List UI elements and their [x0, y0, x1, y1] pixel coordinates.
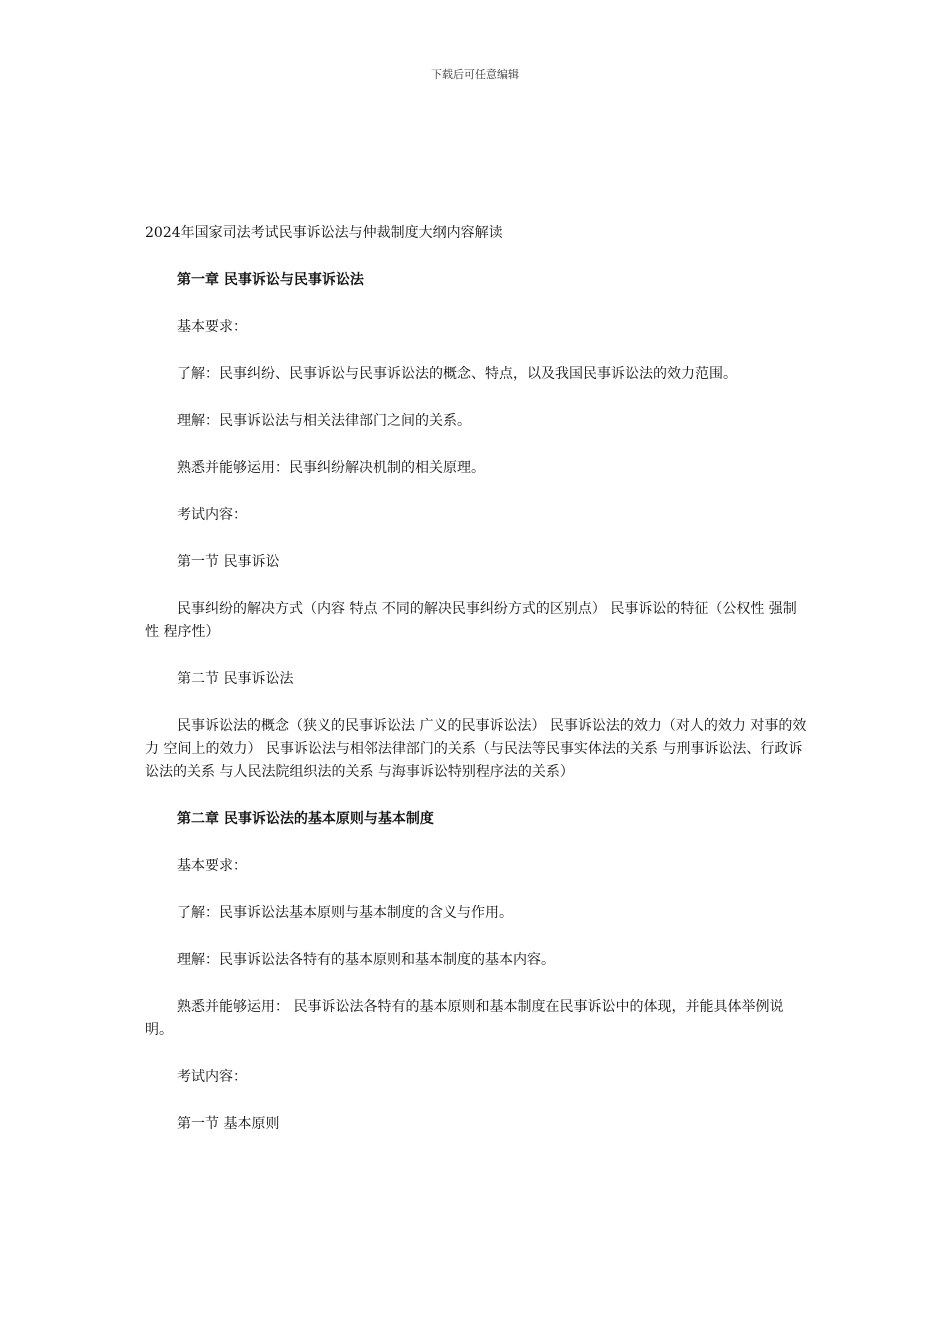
chapter-1-section-2-title: 第二节 民事诉讼法	[177, 671, 294, 687]
chapter-2-heading: 第二章 民事诉讼法的基本原则与基本制度	[177, 811, 434, 827]
chapter-2-section-1-title: 第一节 基本原则	[177, 1116, 280, 1132]
chapter-1-apply: 熟悉并能够运用：民事纠纷解决机制的相关原理。	[177, 460, 485, 476]
chapter-1-understand: 了解：民事纠纷、民事诉讼与民事诉讼法的概念、特点，以及我国民事诉讼法的效力范围。	[177, 366, 737, 382]
chapter-1-basic-requirements: 基本要求：	[177, 319, 247, 335]
chapter-2-apply: 熟悉并能够运用： 民事诉讼法各特有的基本原则和基本制度在民事诉讼中的体现，并能具体举例说明。	[145, 999, 784, 1038]
chapter-1-heading: 第一章 民事诉讼与民事诉讼法	[177, 272, 364, 288]
chapter-1-section-2-body: 民事诉讼法的概念（狭义的民事诉讼法 广义的民事诉讼法） 民事诉讼法的效力（对人的效力 对事的效力 空间上的效力） 民事诉讼法与相邻法律部门的关系（与民法等民事实体法的关系 与刑事诉讼法、行政诉讼法的关系 与人民法院组织法的关系 与海事诉讼特别程序法的关系）	[145, 718, 807, 780]
chapter-2-comprehend: 理解：民事诉讼法各特有的基本原则和基本制度的基本内容。	[177, 952, 555, 968]
chapter-2-exam-content: 考试内容：	[177, 1069, 247, 1085]
document-body	[145, 222, 810, 1160]
chapter-1-comprehend: 理解：民事诉讼法与相关法律部门之间的关系。	[177, 413, 471, 429]
chapter-1-exam-content: 考试内容：	[177, 507, 247, 523]
chapter-1-section-1-body: 民事纠纷的解决方式（内容 特点 不同的解决民事纠纷方式的区别点） 民事诉讼的特征（公权性 强制性 程序性）	[145, 601, 797, 640]
document-title: 2024年国家司法考试民事诉讼法与仲裁制度大纲内容解读	[145, 225, 503, 241]
chapter-2-understand: 了解：民事诉讼法基本原则与基本制度的含义与作用。	[177, 905, 513, 921]
page-header: 下载后可任意编辑	[431, 68, 519, 81]
chapter-2-basic-requirements: 基本要求：	[177, 858, 247, 874]
chapter-1-section-1-title: 第一节 民事诉讼	[177, 554, 280, 570]
